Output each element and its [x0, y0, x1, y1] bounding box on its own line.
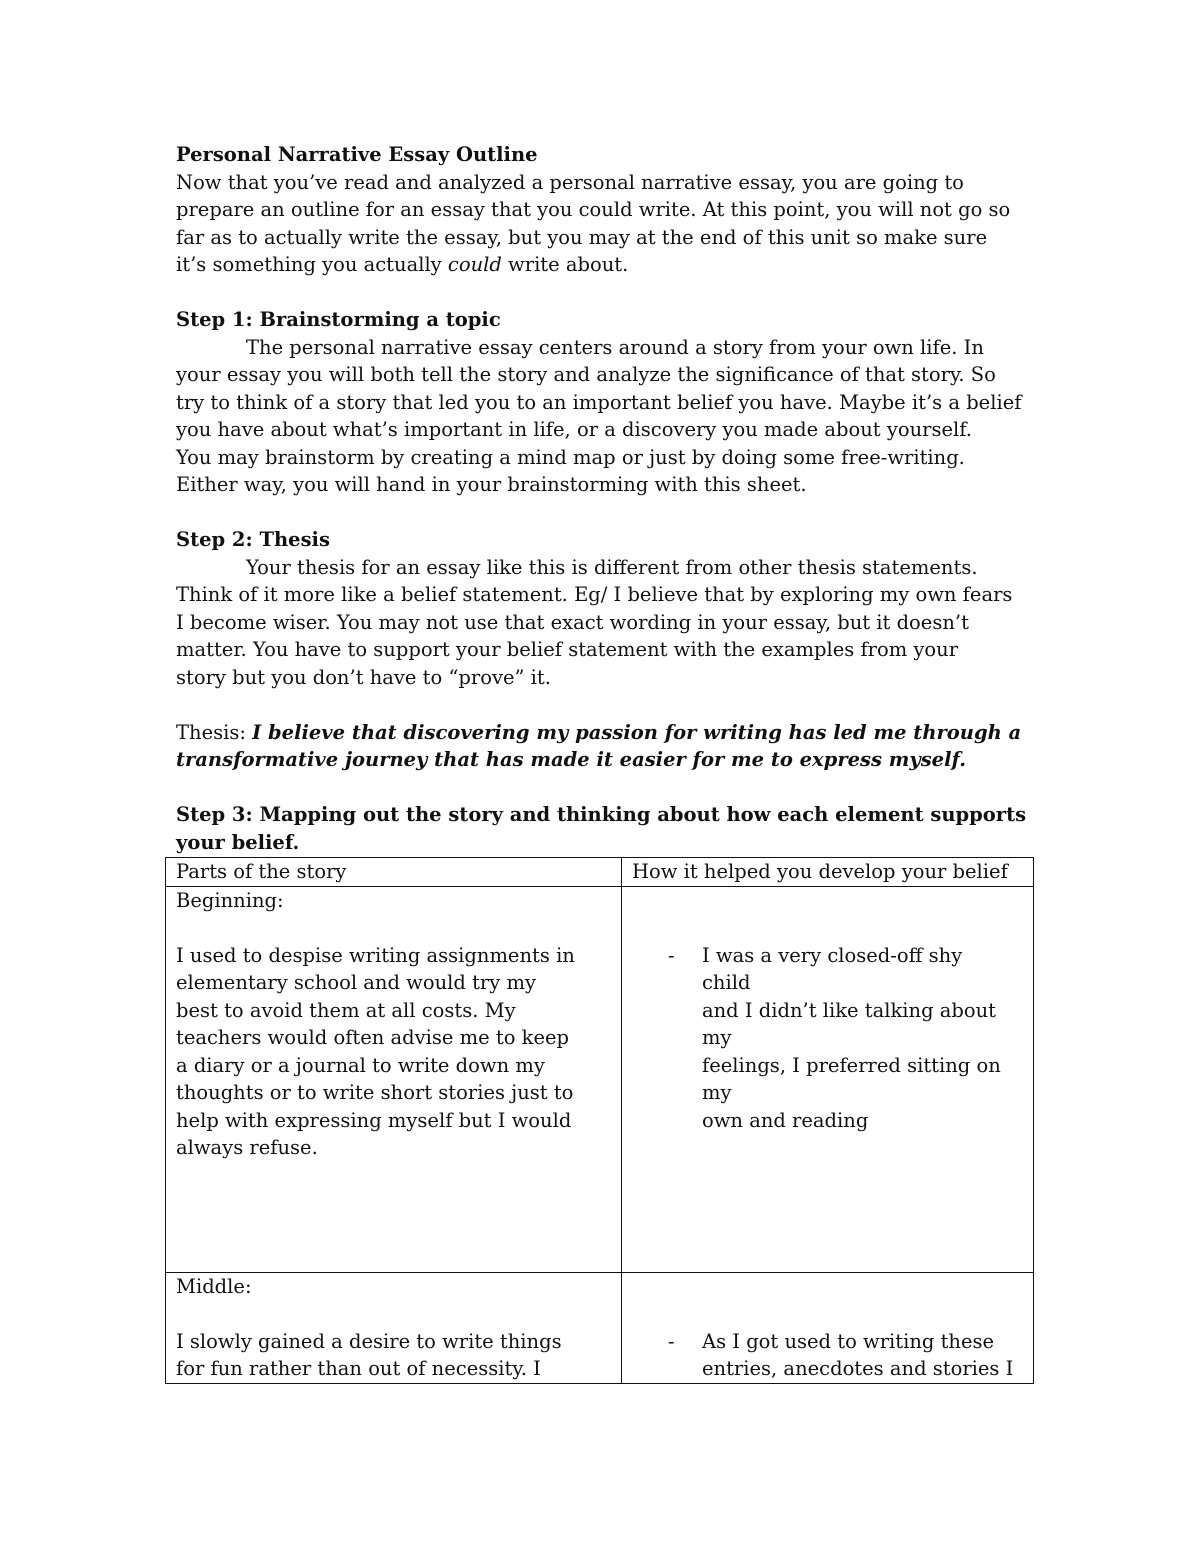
step2-line: Your thesis for an essay like this is different from other thesis statements.: [246, 555, 978, 579]
column-header-belief: How it helped you develop your belief: [622, 858, 1034, 887]
document-body: [176, 141, 1036, 870]
middle-belief-cell: [622, 1272, 1034, 1383]
spacer: [176, 499, 1036, 527]
spacer: [632, 1300, 1023, 1328]
step1-heading: Step 1: Brainstorming a topic: [176, 308, 501, 331]
table-row-middle: [166, 1272, 1034, 1383]
step2-line: matter. You have to support your belief statement with the examples from your: [176, 638, 959, 661]
step3-heading: Step 3: Mapping out the story and thinking about how each element supports: [176, 803, 1027, 826]
step1-line: You may brainstorm by creating a mind map or just by doing some free-writing.: [176, 445, 965, 469]
spacer: [176, 914, 611, 942]
step2-line: story but you don’t have to “prove” it.: [176, 665, 551, 689]
dash-bullet: -: [668, 943, 675, 967]
step2-heading: Step 2: Thesis: [176, 528, 330, 551]
step1-line: Either way, you will hand in your brainstorming with this sheet.: [176, 473, 807, 496]
spacer: [632, 887, 1023, 915]
bullet-line: entries, anecdotes and stories I: [702, 1357, 1014, 1380]
beginning-line: always refuse.: [176, 1136, 318, 1159]
beginning-line: elementary school and would try my: [176, 971, 536, 994]
bullet-text: [702, 942, 1023, 1135]
step2-line: Think of it more like a belief statement. Eg/ I believe that by exploring my own fears: [176, 583, 1013, 606]
intro-emphasis: could: [447, 253, 502, 276]
bullet-line: I was a very closed-off shy child: [702, 943, 963, 994]
beginning-line: best to avoid them at all costs. My: [176, 998, 516, 1022]
step1-line: The personal narrative essay centers around a story from your own life. In: [246, 335, 984, 359]
list-item: [668, 942, 1023, 1135]
middle-story-cell: [166, 1272, 622, 1383]
beginning-belief-cell: [622, 886, 1034, 1272]
spacer: [176, 279, 1036, 307]
step1-line: your essay you will both tell the story and analyze the significance of that story. So: [176, 363, 996, 386]
bullet-line: and I didn’t like talking about my: [702, 998, 997, 1049]
step2-line: I become wiser. You may not use that exact wording in your essay, but it doesn’t: [176, 610, 969, 634]
thesis-statement-continued: transformative journey that has made it easier for me to express myself.: [176, 748, 966, 771]
step1-line: try to think of a story that led you to an important belief you have. Maybe it’s a belief: [176, 390, 1022, 414]
table-row-beginning: [166, 886, 1034, 1272]
thesis-line: [176, 719, 1036, 747]
middle-label: Middle:: [176, 1274, 252, 1298]
bullet-line: own and reading: [702, 1108, 869, 1132]
bullet-line: feelings, I preferred sitting on my: [702, 1053, 1001, 1104]
intro-text: it’s something you actually: [176, 253, 448, 276]
beginning-story-cell: [166, 886, 622, 1272]
beginning-line: thoughts or to write short stories just to: [176, 1081, 574, 1104]
intro-line: prepare an outline for an essay that you could write. At this point, you will not go so: [176, 198, 1011, 221]
spacer: [176, 774, 1036, 802]
beginning-line: a diary or a journal to write down my: [176, 1053, 545, 1077]
middle-line: I slowly gained a desire to write things: [176, 1329, 562, 1353]
dash-bullet: -: [668, 1329, 675, 1353]
column-header-parts: Parts of the story: [166, 858, 622, 887]
table-header-row: [166, 858, 1034, 887]
list-item: [668, 1328, 1023, 1383]
bullet-text: [702, 1328, 1023, 1383]
beginning-line: teachers would often advise me to keep: [176, 1026, 570, 1049]
middle-line: for fun rather than out of necessity. I: [176, 1357, 541, 1380]
thesis-statement: I believe that discovering my passion for writing has led me through a: [252, 720, 1022, 744]
intro-line: Now that you’ve read and analyzed a personal narrative essay, you are going to: [176, 170, 964, 194]
intro-line: [176, 251, 1036, 279]
story-mapping-table: [165, 857, 1034, 1384]
document-title: Personal Narrative Essay Outline: [176, 143, 538, 166]
bullet-line: As I got used to writing these: [702, 1329, 995, 1353]
beginning-line: help with expressing myself but I would: [176, 1108, 572, 1132]
spacer: [176, 691, 1036, 719]
beginning-line: I used to despise writing assignments in: [176, 943, 575, 967]
thesis-label: Thesis:: [176, 720, 253, 744]
spacer: [176, 1300, 611, 1328]
intro-text: write about.: [501, 253, 629, 276]
step3-heading-continued: your belief.: [176, 830, 300, 854]
step1-line: you have about what’s important in life, or a discovery you made about yourself.: [176, 418, 972, 441]
spacer: [632, 914, 1023, 942]
beginning-label: Beginning:: [176, 888, 284, 912]
spacer: [632, 1273, 1023, 1301]
intro-line: far as to actually write the essay, but you may at the end of this unit so make sure: [176, 225, 988, 249]
